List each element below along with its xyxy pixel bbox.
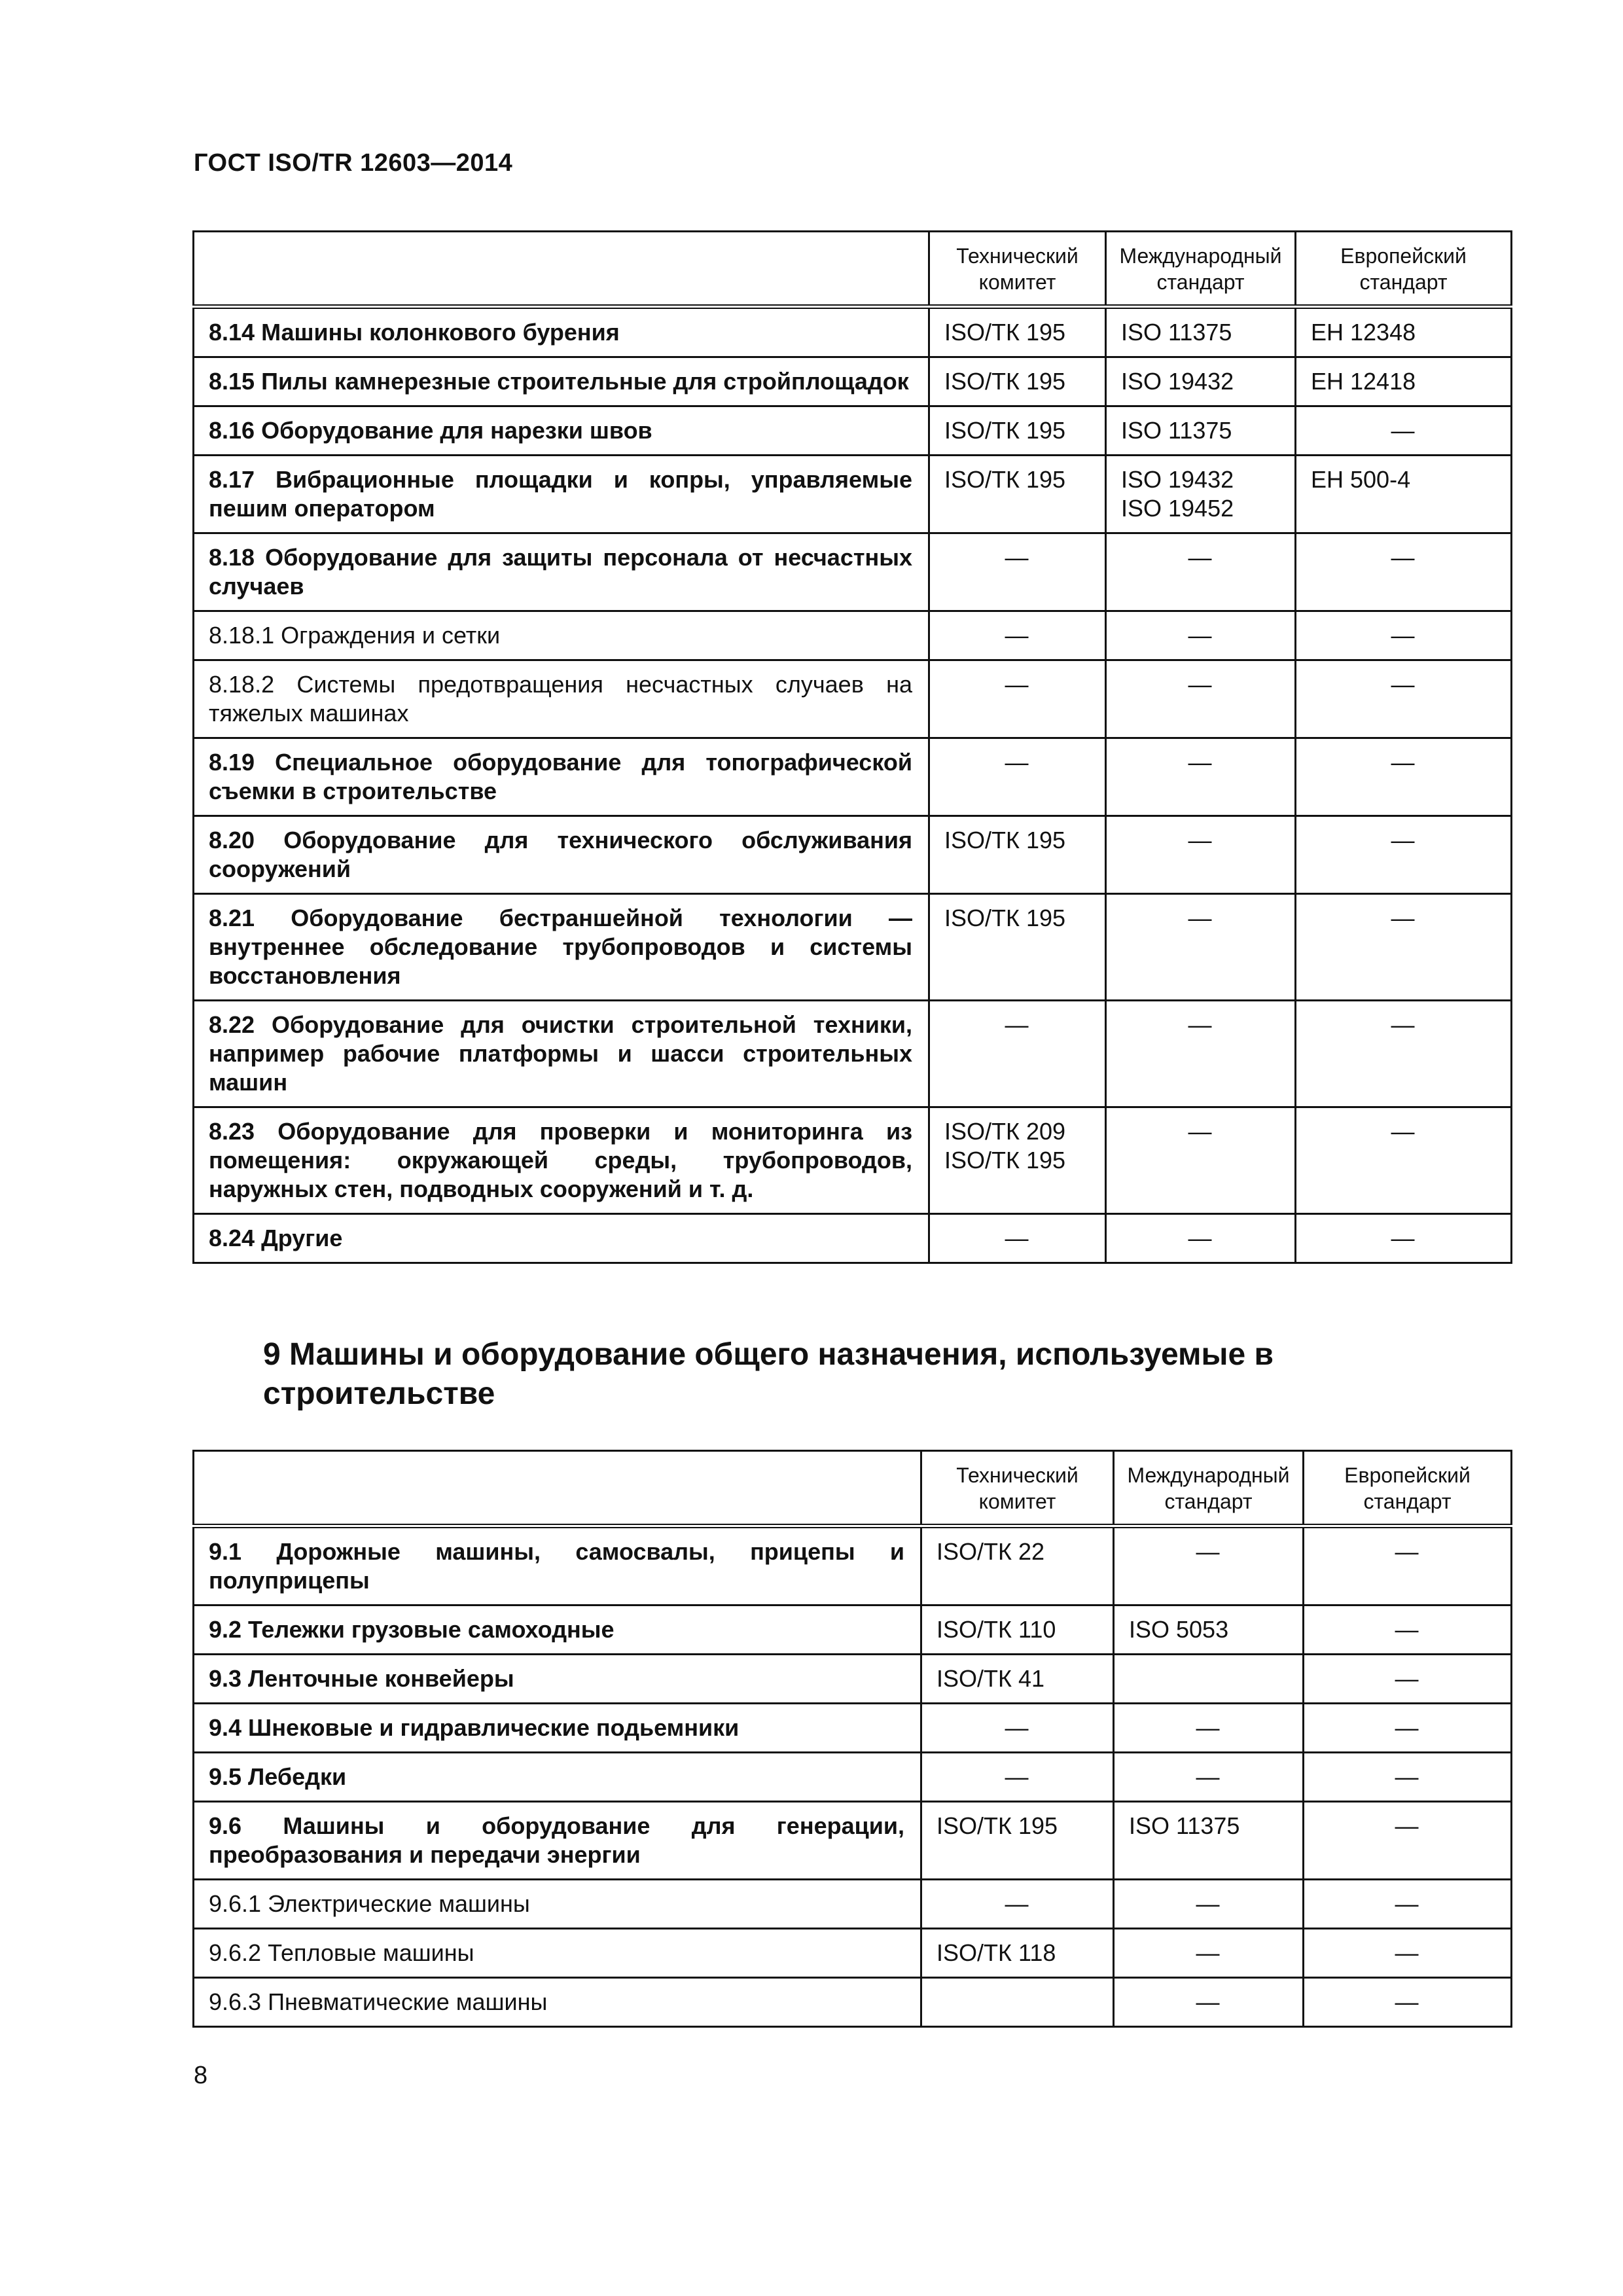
table-row: [194, 1753, 1512, 1802]
committee-cell: ISO/ТК 22: [921, 1526, 1114, 1605]
column-header-european: Европейский стандарт: [1304, 1451, 1512, 1526]
european-standard-cell: —: [1296, 660, 1512, 738]
committee-cell: ISO/ТК 118: [921, 1929, 1114, 1978]
column-header-international: Международный стандарт: [1106, 232, 1296, 307]
item-title-cell: 9.6.3 Пневматические машины: [194, 1978, 921, 2027]
european-standard-cell: —: [1296, 1001, 1512, 1107]
committee-cell: —: [929, 1214, 1106, 1263]
standards-table-section-9: [192, 1450, 1512, 2028]
european-standard-cell: —: [1304, 1605, 1512, 1655]
table-row: [194, 533, 1512, 611]
international-standard-cell: —: [1106, 1001, 1296, 1107]
table-header-row: [194, 1451, 1512, 1526]
table-row: [194, 406, 1512, 456]
committee-cell: ISO/ТК 195: [929, 456, 1106, 533]
item-title-cell: 8.14 Машины колонкового бурения: [194, 307, 929, 357]
table-row: [194, 307, 1512, 357]
item-title-cell: 8.17 Вибрационные площадки и копры, управляемые пешим оператором: [194, 456, 929, 533]
european-standard-cell: ЕН 12418: [1296, 357, 1512, 406]
european-standard-cell: —: [1296, 894, 1512, 1001]
column-header-european: Европейский стандарт: [1296, 232, 1512, 307]
table-row: [194, 1526, 1512, 1605]
committee-cell: [921, 1978, 1114, 2027]
committee-cell: —: [929, 660, 1106, 738]
table-row: [194, 1107, 1512, 1214]
empty-header-cell: [194, 1451, 921, 1526]
committee-cell: ISO/ТК 195: [929, 307, 1106, 357]
international-standard-cell: —: [1106, 660, 1296, 738]
table-row: [194, 1605, 1512, 1655]
european-standard-cell: —: [1304, 1753, 1512, 1802]
document-code-header: ГОСТ ISO/TR 12603—2014: [194, 149, 513, 177]
section-9-heading: 9 Машины и оборудование общего назначения, используемые в строительстве: [263, 1337, 1274, 1411]
empty-header-cell: [194, 232, 929, 307]
european-standard-cell: —: [1304, 1880, 1512, 1929]
table-row: [194, 1655, 1512, 1704]
item-title-cell: 9.4 Шнековые и гидравлические подьемники: [194, 1704, 921, 1753]
committee-cell: ISO/ТК 195: [929, 894, 1106, 1001]
international-standard-cell: —: [1114, 1704, 1304, 1753]
item-title-cell: 9.6 Машины и оборудование для генерации, преобразования и передачи энергии: [194, 1802, 921, 1880]
table-row: [194, 816, 1512, 894]
european-standard-cell: —: [1304, 1526, 1512, 1605]
item-title-cell: 9.2 Тележки грузовые самоходные: [194, 1605, 921, 1655]
international-standard-cell: —: [1106, 738, 1296, 816]
item-title-cell: 8.21 Оборудование бестраншейной технологии — внутреннее обследование трубопроводов и системы восстановления: [194, 894, 929, 1001]
european-standard-cell: ЕН 12348: [1296, 307, 1512, 357]
table-row: [194, 456, 1512, 533]
item-title-cell: 9.6.1 Электрические машины: [194, 1880, 921, 1929]
european-standard-cell: —: [1304, 1704, 1512, 1753]
table-row: [194, 1802, 1512, 1880]
international-standard-cell: ISO 11375: [1106, 307, 1296, 357]
table-row: [194, 1704, 1512, 1753]
committee-cell: ISO/ТК 110: [921, 1605, 1114, 1655]
item-title-cell: 8.22 Оборудование для очистки строительной техники, например рабочие платформы и шасси строительных машин: [194, 1001, 929, 1107]
international-standard-cell: —: [1114, 1880, 1304, 1929]
international-standard-cell: —: [1106, 1214, 1296, 1263]
table-row: [194, 1978, 1512, 2027]
item-title-cell: 8.24 Другие: [194, 1214, 929, 1263]
european-standard-cell: —: [1296, 533, 1512, 611]
european-standard-cell: —: [1304, 1929, 1512, 1978]
committee-cell: ISO/ТК 195: [921, 1802, 1114, 1880]
table-row: [194, 738, 1512, 816]
committee-cell: ISO/ТК 195: [929, 357, 1106, 406]
international-standard-cell: [1114, 1655, 1304, 1704]
european-standard-cell: —: [1304, 1978, 1512, 2027]
item-title-cell: 9.1 Дорожные машины, самосвалы, прицепы и полуприцепы: [194, 1526, 921, 1605]
international-standard-cell: —: [1114, 1929, 1304, 1978]
european-standard-cell: ЕН 500-4: [1296, 456, 1512, 533]
european-standard-cell: —: [1296, 1107, 1512, 1214]
column-header-committee: Технический комитет: [921, 1451, 1114, 1526]
european-standard-cell: —: [1296, 816, 1512, 894]
international-standard-cell: ISO 19432 ISO 19452: [1106, 456, 1296, 533]
item-title-cell: 8.18.1 Ограждения и сетки: [194, 611, 929, 660]
european-standard-cell: —: [1304, 1655, 1512, 1704]
international-standard-cell: —: [1114, 1526, 1304, 1605]
committee-cell: —: [929, 611, 1106, 660]
international-standard-cell: ISO 19432: [1106, 357, 1296, 406]
item-title-cell: 9.6.2 Тепловые машины: [194, 1929, 921, 1978]
european-standard-cell: —: [1304, 1802, 1512, 1880]
international-standard-cell: —: [1114, 1978, 1304, 2027]
item-title-cell: 8.15 Пилы камнерезные строительные для стройплощадок: [194, 357, 929, 406]
international-standard-cell: —: [1106, 611, 1296, 660]
table-row: [194, 1880, 1512, 1929]
international-standard-cell: —: [1106, 894, 1296, 1001]
committee-cell: ISO/ТК 209 ISO/ТК 195: [929, 1107, 1106, 1214]
committee-cell: —: [921, 1880, 1114, 1929]
international-standard-cell: —: [1114, 1753, 1304, 1802]
table-row: [194, 660, 1512, 738]
committee-cell: —: [929, 533, 1106, 611]
european-standard-cell: —: [1296, 611, 1512, 660]
committee-cell: —: [921, 1753, 1114, 1802]
international-standard-cell: —: [1106, 816, 1296, 894]
international-standard-cell: —: [1106, 1107, 1296, 1214]
international-standard-cell: —: [1106, 533, 1296, 611]
item-title-cell: 8.18 Оборудование для защиты персонала от несчастных случаев: [194, 533, 929, 611]
table-row: [194, 1929, 1512, 1978]
committee-cell: ISO/ТК 41: [921, 1655, 1114, 1704]
international-standard-cell: ISO 11375: [1106, 406, 1296, 456]
item-title-cell: 8.23 Оборудование для проверки и мониторинга из помещения: окружающей среды, трубопроводов, наружных стен, подводных сооружений и т. д.: [194, 1107, 929, 1214]
committee-cell: ISO/ТК 195: [929, 816, 1106, 894]
table-header-row: [194, 232, 1512, 307]
international-standard-cell: ISO 5053: [1114, 1605, 1304, 1655]
committee-cell: —: [921, 1704, 1114, 1753]
committee-cell: —: [929, 738, 1106, 816]
column-header-committee: Технический комитет: [929, 232, 1106, 307]
item-title-cell: 8.20 Оборудование для технического обслуживания сооружений: [194, 816, 929, 894]
international-standard-cell: ISO 11375: [1114, 1802, 1304, 1880]
european-standard-cell: —: [1296, 406, 1512, 456]
page-number: 8: [194, 2062, 208, 2089]
committee-cell: ISO/ТК 195: [929, 406, 1106, 456]
standards-table-section-8: [192, 230, 1512, 1264]
committee-cell: —: [929, 1001, 1106, 1107]
item-title-cell: 9.5 Лебедки: [194, 1753, 921, 1802]
table-row: [194, 357, 1512, 406]
column-header-international: Международный стандарт: [1114, 1451, 1304, 1526]
item-title-cell: 8.19 Специальное оборудование для топографической съемки в строительстве: [194, 738, 929, 816]
item-title-cell: 9.3 Ленточные конвейеры: [194, 1655, 921, 1704]
item-title-cell: 8.18.2 Системы предотвращения несчастных случаев на тяжелых машинах: [194, 660, 929, 738]
table-row: [194, 1001, 1512, 1107]
table-row: [194, 894, 1512, 1001]
table-row: [194, 611, 1512, 660]
item-title-cell: 8.16 Оборудование для нарезки швов: [194, 406, 929, 456]
table-row: [194, 1214, 1512, 1263]
european-standard-cell: —: [1296, 738, 1512, 816]
european-standard-cell: —: [1296, 1214, 1512, 1263]
